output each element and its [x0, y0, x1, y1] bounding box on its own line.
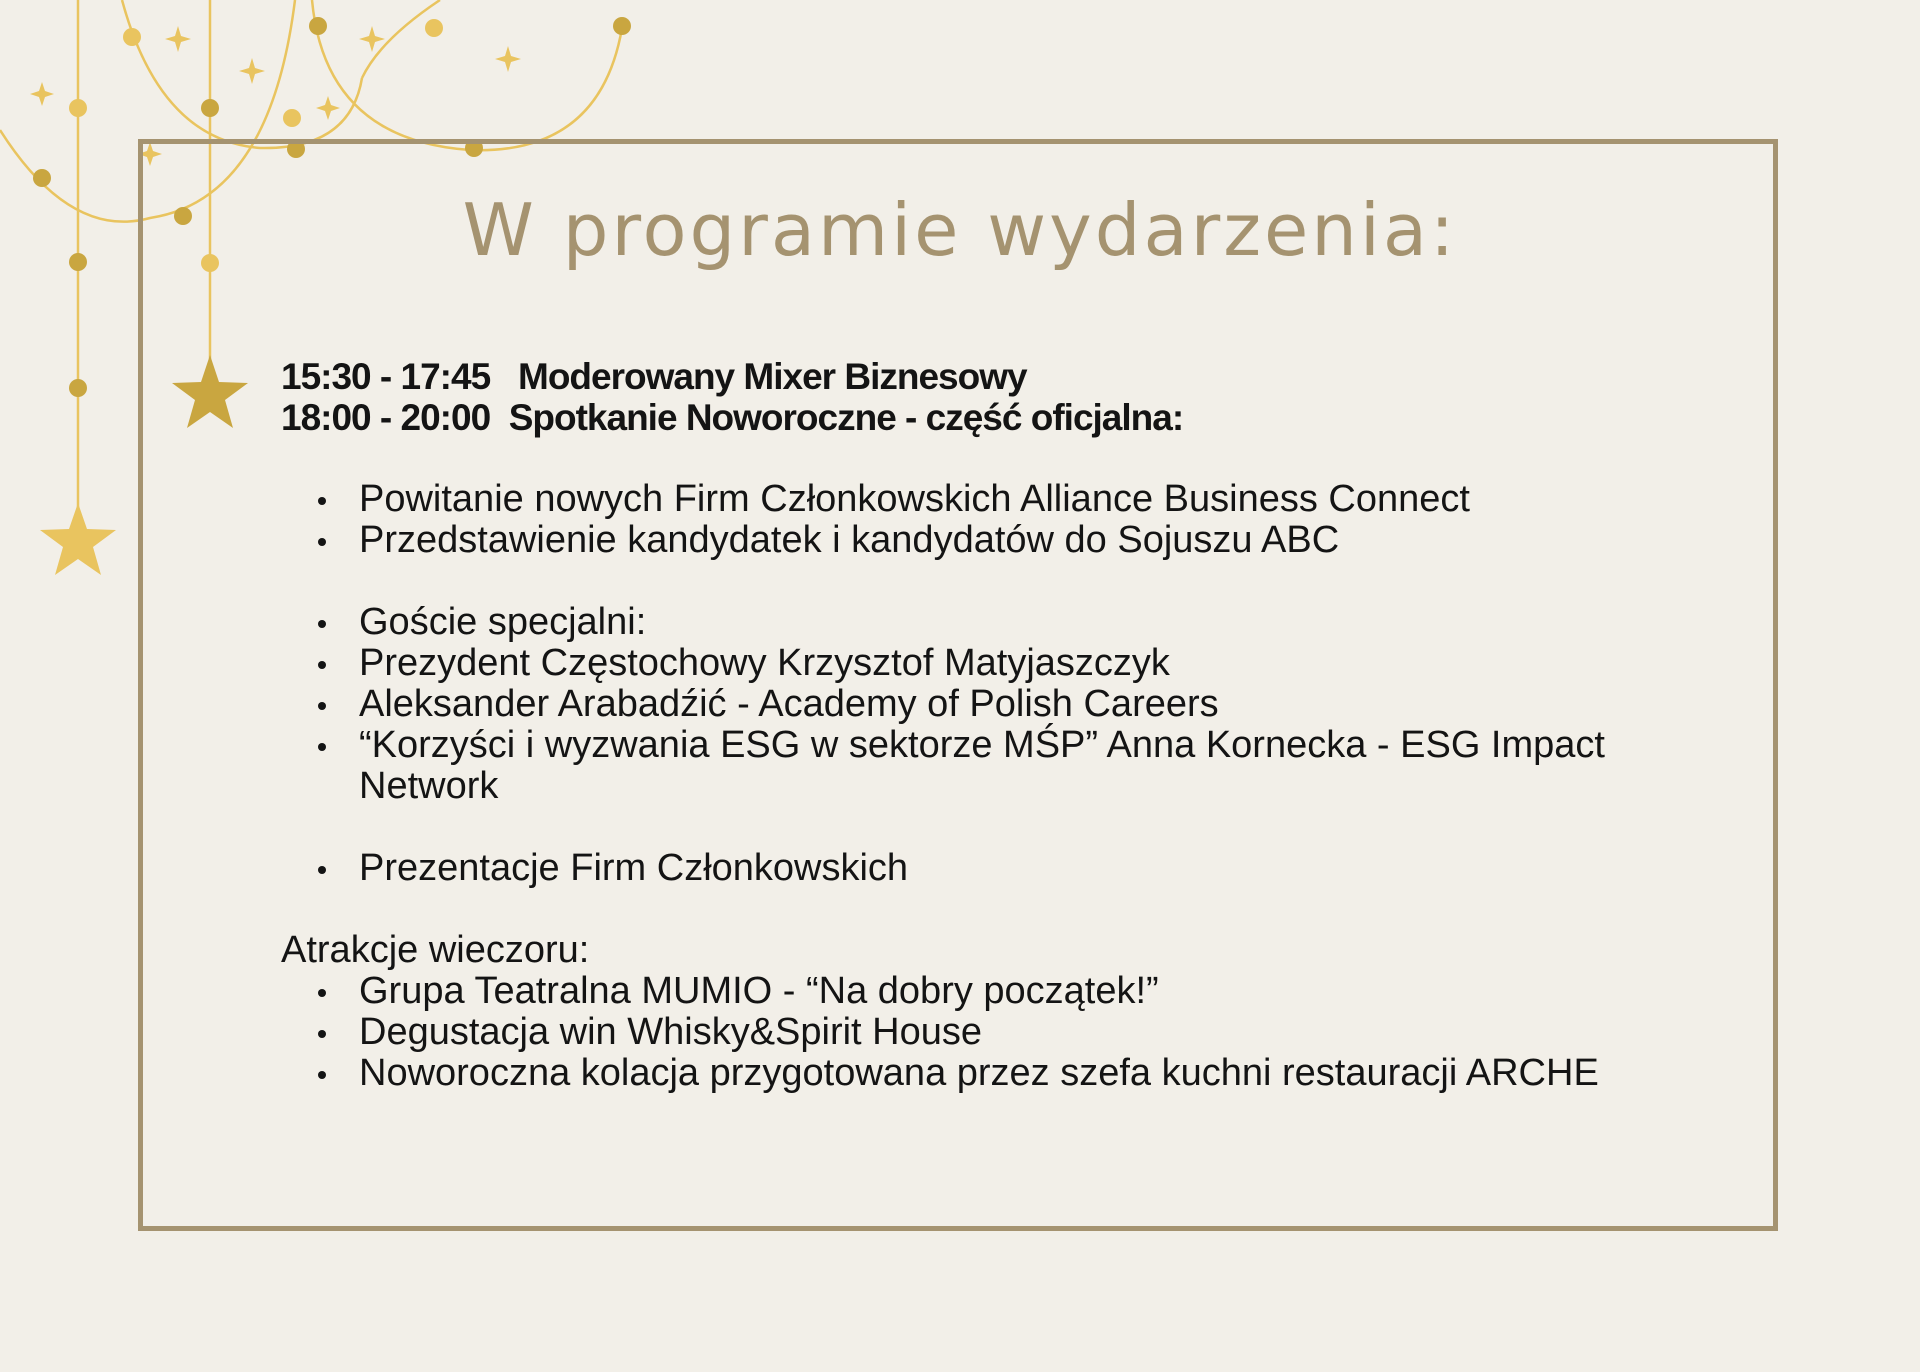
list-item: Prezydent Częstochowy Krzysztof Matyjaszczyk: [281, 643, 1731, 684]
sparkle-icon: [165, 26, 191, 52]
ornament-bead: [33, 169, 51, 187]
guests-list: [281, 602, 1731, 807]
welcome-list: [281, 479, 1731, 561]
program-content: [281, 356, 1731, 1094]
page-title: W programie wydarzenia:: [462, 188, 1458, 272]
list-item: Goście specjalni:: [281, 602, 1731, 643]
sparkle-icon: [239, 58, 265, 84]
sparkle-icon: [495, 46, 521, 72]
list-item: Przedstawienie kandydatek i kandydatów do Sojuszu ABC: [281, 520, 1731, 561]
sparkle-icon: [316, 96, 340, 120]
sparkle-icon: [30, 82, 54, 106]
list-item: Grupa Teatralna MUMIO - “Na dobry początek!”: [281, 971, 1731, 1012]
ornament-bead: [425, 19, 443, 37]
star-icon: [40, 503, 116, 575]
ornament-bead: [201, 99, 219, 117]
list-item: Prezentacje Firm Członkowskich: [281, 848, 1731, 889]
schedule-row: [281, 397, 1731, 438]
schedule-time: 18:00 - 20:00: [281, 397, 491, 438]
ornament-bead: [309, 17, 327, 35]
attractions-heading: Atrakcje wieczoru:: [281, 929, 590, 971]
ornament-bead: [283, 109, 301, 127]
presentations-list: [281, 848, 1731, 889]
list-item: Degustacja win Whisky&Spirit House: [281, 1012, 1731, 1053]
ornament-bead: [69, 99, 87, 117]
list-item: Aleksander Arabadźić - Academy of Polish Careers: [281, 684, 1731, 725]
schedule: [281, 356, 1731, 438]
ornament-bead: [69, 379, 87, 397]
ornament-bead: [123, 28, 141, 46]
list-item: “Korzyści i wyzwania ESG w sektorze MŚP” Anna Kornecka - ESG Impact Network: [281, 725, 1679, 807]
schedule-label: Spotkanie Noworoczne - część oficjalna:: [508, 397, 1184, 438]
schedule-time: 15:30 - 17:45: [281, 356, 491, 397]
ornament-bead: [613, 17, 631, 35]
list-item: Powitanie nowych Firm Członkowskich Alliance Business Connect: [281, 479, 1731, 520]
list-item: Noworoczna kolacja przygotowana przez szefa kuchni restauracji ARCHE: [281, 1053, 1731, 1094]
ornament-arc: [312, 0, 622, 150]
schedule-row: [281, 356, 1731, 397]
schedule-label: Moderowany Mixer Biznesowy: [518, 356, 1027, 397]
attractions-list: [281, 971, 1731, 1094]
